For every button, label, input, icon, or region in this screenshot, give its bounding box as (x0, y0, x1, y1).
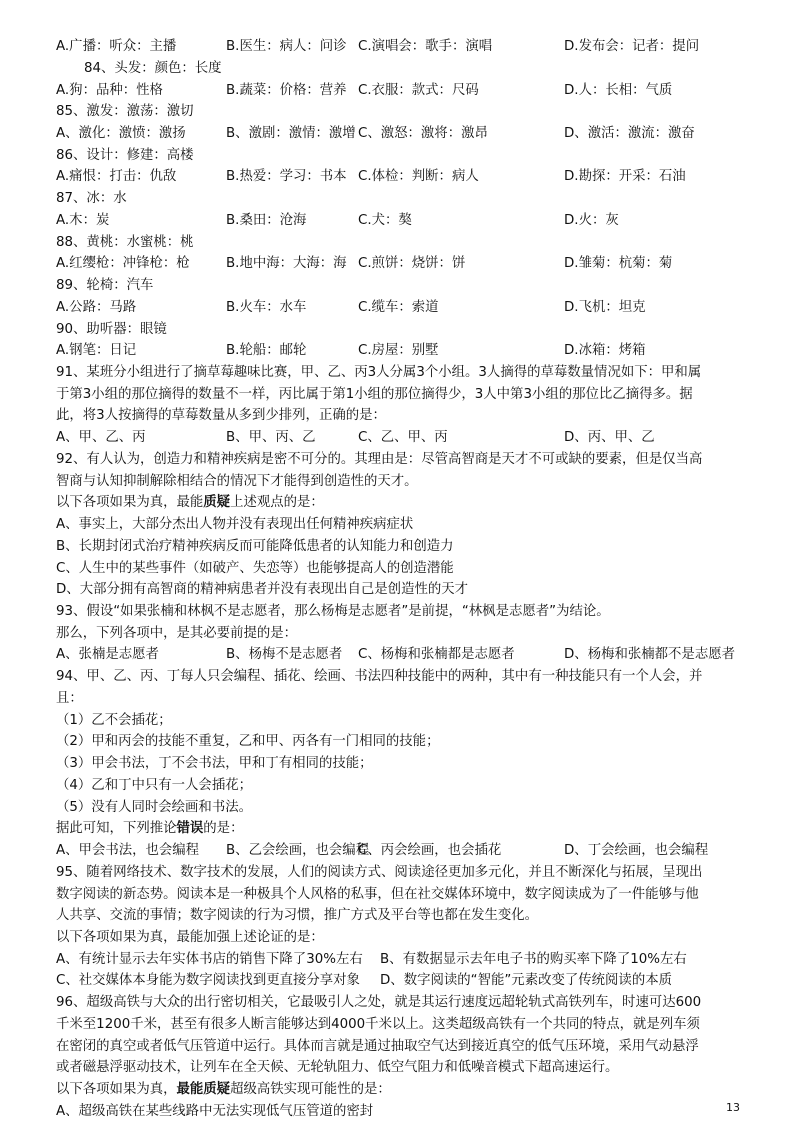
text-line: 85、激发：激荡：激切 (56, 104, 194, 120)
option-c: C.体检：判断：病人 (358, 169, 479, 185)
option-c: C、激怒：激将：激昂 (358, 125, 488, 141)
text-line (56, 818, 243, 840)
option-b: B、杨梅不是志愿者 (226, 647, 343, 663)
option-d: D.发布会：记者：提问 (564, 39, 700, 54)
option-c: C.煎饼：烧饼：饼 (358, 256, 466, 272)
option-b: B.医生：病人：问诊 (226, 39, 347, 54)
text-span: 以下各项如果为真， (56, 1082, 177, 1097)
option-a: A.公路：马路 (56, 299, 137, 315)
option-b: B、有数据显示去年电子书的购买率下降了10%左右 (380, 951, 687, 967)
option-d: D.冰箱：烤箱 (564, 343, 646, 359)
option-a: A.钢笔：日记 (56, 343, 137, 359)
text-line: 87、冰：水 (56, 191, 127, 207)
text-line: 千米至1200千米，甚至有很多人断言能够达到4000千米以上。这类超级高铁有一个共同的特点，就是列车须 (56, 1016, 700, 1032)
text-line: 89、轮椅：汽车 (56, 278, 154, 293)
text-line: 人共享、交流的事情；数字阅读的行为习惯，推广方式及平台等也都在发生变化。 (56, 908, 539, 924)
text-line: 88、黄桃：水蜜桃：桃 (56, 234, 194, 250)
option-d: D.火：灰 (564, 212, 619, 228)
option-c: C、乙、甲、丙 (358, 430, 448, 446)
emphasized-text: 错误 (176, 821, 204, 837)
option-d: D.勘探：开采：石油 (564, 169, 686, 185)
text-line: 93、假设“如果张楠和林枫不是志愿者，那么杨梅是志愿者”是前提，“林枫是志愿者”为结论。 (56, 604, 610, 619)
option-c: C、丙会绘画，也会插花 (358, 843, 502, 858)
text-span: 的是： (203, 821, 244, 837)
option-a: C、社交媒体本身能为数字阅读找到更直接分享对象 (56, 973, 360, 989)
option-b: B、甲、丙、乙 (226, 430, 316, 446)
text-line: 那么，下列各项中，是其必要前提的是： (56, 625, 298, 641)
page-number: 13 (726, 1101, 740, 1114)
option-a: A、有统计显示去年实体书店的销售下降了30%左右 (56, 951, 363, 967)
emphasized-text: 质疑 (203, 495, 231, 511)
text-line: A、事实上，大部分杰出人物并没有表现出任何精神疾病症状 (56, 517, 414, 533)
option-c: C、杨梅和张楠都是志愿者 (358, 647, 515, 663)
option-d: D、激活：激流：激奋 (564, 125, 695, 141)
text-span: 上述观点的是： (230, 495, 324, 511)
text-span: 据此可知，下列推论 (56, 821, 177, 837)
text-line: 94、甲、乙、丙、丁每人只会编程、插花、绘画、书法四种技能中的两种，其中有一种技能只有一个人会，并 (56, 669, 703, 685)
option-b: B.蔬菜：价格：营养 (226, 82, 347, 98)
option-b: B.热爱：学习：书本 (226, 169, 347, 185)
option-b: B.轮船：邮轮 (226, 343, 307, 359)
option-d: D、丁会绘画，也会编程 (564, 843, 709, 858)
option-c: C.房屋：别墅 (358, 343, 439, 359)
text-span: 以下各项如果为真，最能 (56, 495, 204, 511)
option-a: A.广播：听众：主播 (56, 39, 177, 54)
option-b: D、数字阅读的“智能”元素改变了传统阅读的本质 (380, 973, 672, 989)
text-line: 智商与认知抑制解除相结合的情况下才能得到创造性的天才。 (56, 473, 418, 489)
option-b: B、乙会绘画，也会编程 (226, 843, 370, 858)
option-d: D.飞机：坦克 (564, 299, 646, 315)
option-d: D、丙、甲、乙 (564, 430, 655, 446)
text-span: 超级高铁实现可能性的是： (230, 1082, 391, 1097)
emphasized-text: 最能质疑 (176, 1082, 231, 1097)
option-a: A、甲会书法，也会编程 (56, 843, 200, 858)
text-line (56, 1079, 391, 1101)
text-line: A、超级高铁在某些线路中无法实现低气压管道的密封 (56, 1103, 374, 1119)
text-line: （1）乙不会插花； (56, 712, 172, 728)
text-line: 数字阅读的新态势。阅读本是一种极具个人风格的私事，但在社交媒体环境中，数字阅读成为了一件能够与他 (56, 886, 699, 902)
text-line: 86、设计：修建：高楼 (56, 147, 194, 163)
text-line: 95、随着网络技术、数字技术的发展，人们的阅读方式、阅读途径更加多元化，并且不断深化与拓展，呈现出 (56, 864, 703, 880)
text-line: 此，将3人按摘得的草莓数量从多到少排列，正确的是： (56, 408, 386, 424)
text-line: 或者磁悬浮驱动技术，让列车在全天候、无轮轨阻力、低空气阻力和低噪音模式下超高速运行。 (56, 1060, 619, 1076)
option-c: C.演唱会：歌手：演唱 (358, 39, 493, 54)
option-c: C.缆车：索道 (358, 299, 439, 315)
option-a: A.狗：品种：性格 (56, 82, 163, 98)
text-line (56, 492, 324, 514)
text-line: 91、某班分小组进行了摘草莓趣味比赛，甲、乙、丙3人分属3个小组。3人摘得的草莓数量情况如下：甲和属 (56, 364, 702, 380)
text-line: （3）甲会书法，丁不会书法，甲和丁有相同的技能； (56, 756, 373, 772)
text-line: C、人生中的某些事件（如破产、失恋等）也能够提高人的创造潜能 (56, 560, 454, 576)
text-line: （4）乙和丁中只有一人会插花； (56, 777, 252, 793)
option-d: D、杨梅和张楠都不是志愿者 (564, 647, 735, 663)
option-a: A、张楠是志愿者 (56, 647, 159, 663)
text-line: （2）甲和丙会的技能不重复，乙和甲、丙各有一门相同的技能； (56, 734, 440, 750)
text-line: 96、超级高铁与大众的出行密切相关，它最吸引人之处，就是其运行速度远超轮轨式高铁列车，时速可达600 (56, 995, 702, 1011)
option-a: A、激化：激愤：激扬 (56, 125, 186, 141)
option-c: C.衣服：款式：尺码 (358, 82, 479, 98)
option-b: B、激剧：激情：激增 (226, 125, 356, 141)
option-a: A、甲、乙、丙 (56, 430, 146, 446)
text-line: （5）没有人同时会绘画和书法。 (56, 799, 252, 815)
text-line: B、长期封闭式治疗精神疾病反而可能降低患者的认知能力和创造力 (56, 538, 454, 554)
text-line: 92、有人认为，创造力和精神疾病是密不可分的。其理由是：尽管高智商是天才不可或缺的要素，但是仅当高 (56, 451, 703, 467)
text-line: 以下各项如果为真，最能加强上述论证的是： (56, 929, 324, 945)
text-line: 90、助听器：眼镜 (56, 321, 167, 337)
text-line: 且： (56, 690, 83, 706)
text-line: D、大部分拥有高智商的精神病患者并没有表现出自己是创造性的天才 (56, 582, 469, 598)
option-a: A.痛恨：打击：仇敌 (56, 169, 177, 185)
option-b: B.火车：水车 (226, 299, 307, 315)
option-d: D.人：长相：气质 (564, 82, 673, 98)
option-d: D.雏菊：杭菊：菊 (564, 256, 673, 272)
option-c: C.犬：獒 (358, 212, 412, 228)
text-line: 84、头发：颜色：长度 (84, 60, 222, 76)
option-b: B.地中海：大海：海 (226, 256, 347, 272)
option-a: A.红缨枪：冲锋枪：枪 (56, 256, 190, 272)
option-a: A.木：炭 (56, 212, 110, 228)
option-b: B.桑田：沧海 (226, 212, 307, 228)
text-line: 于第3小组的那位摘得的数量不一样，丙比属于第1小组的那位摘得少，3人中第3小组的那位比乙摘得多。据 (56, 386, 693, 402)
text-line: 在密闭的真空或者低气压管道中运行。具体而言就是通过抽取空气达到接近真空的低气压环境，采用气动悬浮 (56, 1038, 699, 1054)
